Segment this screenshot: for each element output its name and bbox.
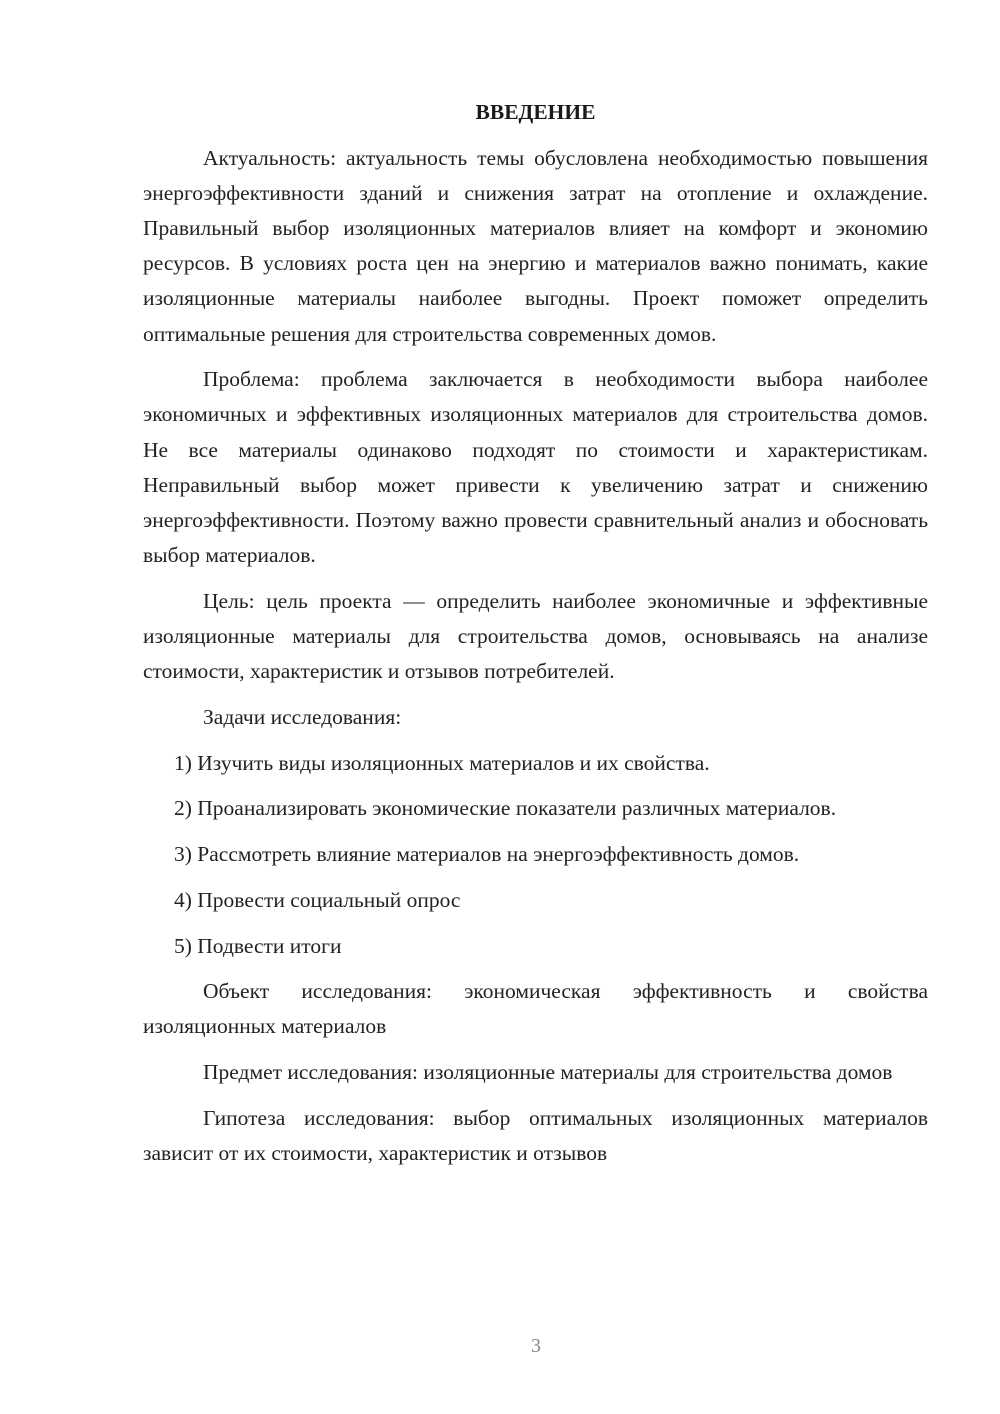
subject-paragraph: Предмет исследования: изоляционные материалы для строительства домов [203,1060,893,1085]
task-item-5: 5) Подвести итоги [174,933,342,958]
page-content [143,95,928,1171]
problem-paragraph: Проблема: проблема заключается в необходимости выбора наиболее экономичных и эффективных изоляционных материалов для строительства домов. Не все материалы одинаково подходят по стоимости и характеристикам. Неправильный выбор может привести к увеличению затрат и снижению энергоэффективности. Поэтому важно провести сравнительный анализ и обосновать выбор материалов. [143,367,928,568]
relevance-paragraph: Актуальность: актуальность темы обусловлена необходимостью повышения энергоэффективности зданий и снижения затрат на отопление и охлаждение. Правильный выбор изоляционных материалов влияет на комфорт и экономию ресурсов. В условиях роста цен на энергию и материалов важно понимать, какие изоляционные материалы наиболее выгодны. Проект поможет определить оптимальные решения для строительства современных домов. [143,145,928,346]
task-item-4: 4) Провести социальный опрос [174,887,461,912]
object-paragraph: Объект исследования: экономическая эффективность и свойства изоляционных материалов [143,979,928,1039]
task-item-1: 1) Изучить виды изоляционных материалов и их свойства. [174,750,710,775]
task-item-3: 3) Рассмотреть влияние материалов на энергоэффективность домов. [174,842,800,867]
hypothesis-paragraph: Гипотеза исследования: выбор оптимальных изоляционных материалов зависит от их стоимости, характеристик и отзывов [143,1105,928,1166]
tasks-title: Задачи исследования: [203,705,402,730]
task-item-2: 2) Проанализировать экономические показатели различных материалов. [174,796,837,821]
section-heading: ВВЕДЕНИЕ [475,100,596,124]
page-number: 3 [531,1335,541,1357]
goal-paragraph: Цель: цель проекта — определить наиболее экономичные и эффективные изоляционные материалы для строительства домов, основываясь на анализе стоимости, характеристик и отзывов потребителей. [143,588,928,684]
